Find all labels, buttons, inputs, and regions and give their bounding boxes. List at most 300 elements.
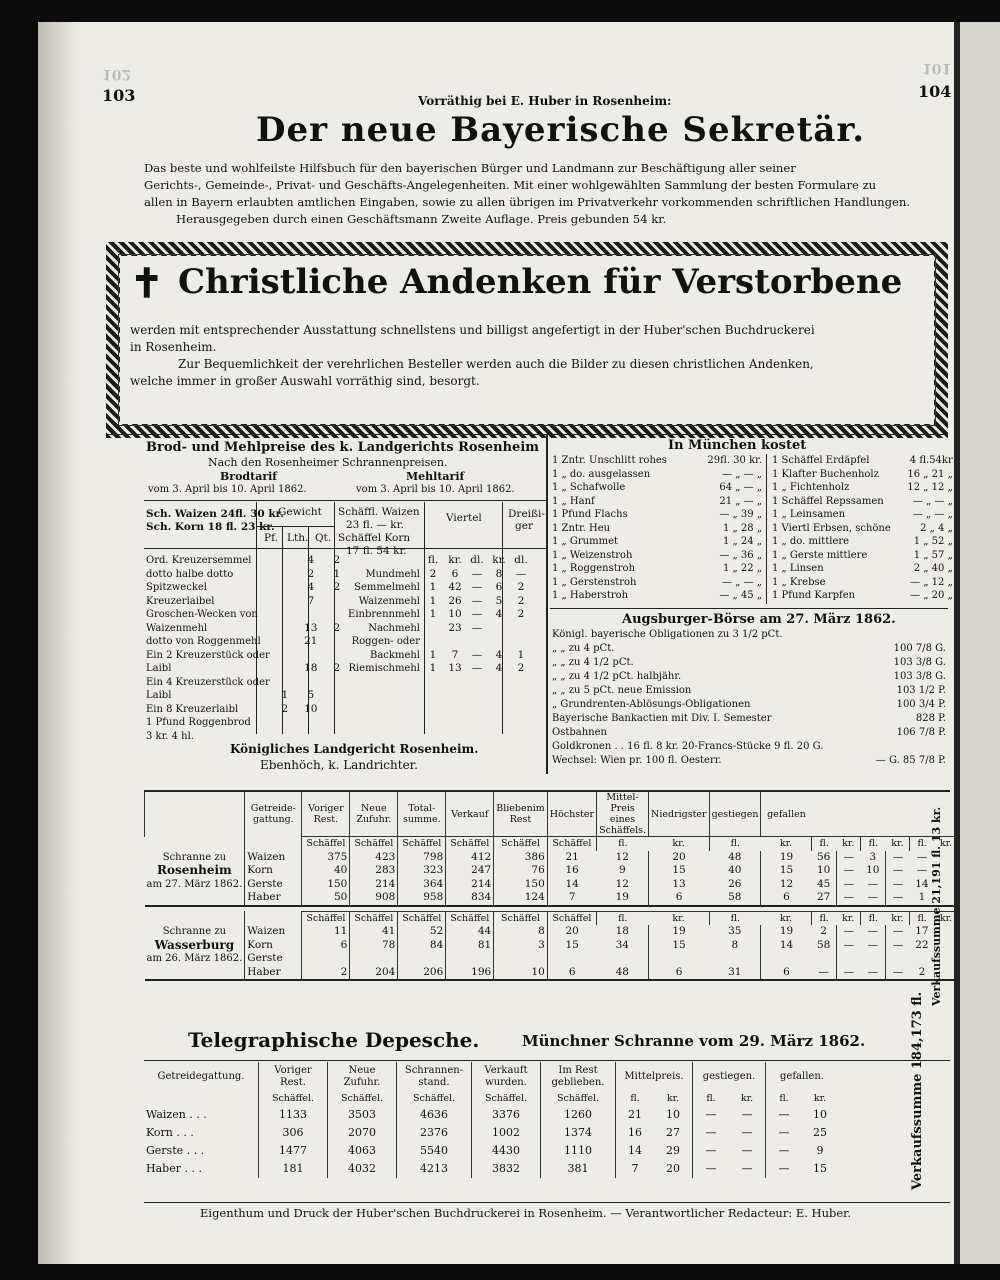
table-cell: Getreidegattung. <box>157 1071 245 1082</box>
table-cell: kr. <box>934 911 958 925</box>
table-cell: — <box>766 1160 803 1178</box>
table-cell: 15 <box>813 1161 827 1175</box>
mehltarif-label: Mehltarif <box>406 470 465 483</box>
mehl-rows <box>338 554 532 676</box>
table-cell: — <box>836 891 860 906</box>
table-cell: 7 <box>451 648 459 661</box>
rule <box>550 608 948 609</box>
table-cell: 3376 <box>472 1106 541 1124</box>
table-cell: 1110 <box>541 1142 616 1160</box>
table-cell: 1002 <box>472 1124 541 1142</box>
table-row <box>550 522 764 536</box>
table-row <box>770 454 955 468</box>
table-row <box>144 730 350 744</box>
newspaper-page <box>38 22 958 1264</box>
table-cell: fl. <box>709 911 761 925</box>
column-divider <box>546 434 548 774</box>
table-cell: Schranne zu <box>162 926 227 937</box>
table-cell: gefallen <box>761 792 812 837</box>
table-cell <box>144 1092 259 1106</box>
bleed-page-number: 102 <box>102 66 132 82</box>
ad-line: Gerichts-, Gemeinde-, Privat- und Geschäfts-Angelegenheiten. Mit einer wohlgewählten Sammlung der besten Formulare zu <box>144 178 877 192</box>
table-cell: 2 „ 40 „ <box>913 563 953 574</box>
table-cell: Bliebenim Rest <box>494 792 548 837</box>
imprint: Eigenthum und Druck der Huber'schen Buchdruckerei in Rosenheim. — Verantwortlicher Redacteur: E. Huber. <box>200 1206 852 1220</box>
table-cell: 81 <box>446 939 494 953</box>
table-cell: Schäffel <box>547 911 596 925</box>
table-cell: — „ — „ <box>722 468 762 480</box>
muenchen-right <box>770 454 955 603</box>
table-cell: „ „ zu 4 pCt. <box>552 643 615 655</box>
table-cell: — <box>693 1160 730 1178</box>
table-cell: — <box>515 567 527 580</box>
table-cell: fl. <box>427 554 439 566</box>
table-cell: am 27. März 1862. <box>146 878 243 890</box>
table-cell: 4430 <box>472 1142 541 1160</box>
table-cell: — <box>836 864 860 878</box>
table-cell: kr. <box>761 911 812 925</box>
table-cell: Schäffel <box>302 911 350 925</box>
table-cell: Schäffel <box>302 837 350 851</box>
page-number-right: 104 <box>918 82 952 101</box>
table-cell: — <box>836 851 860 865</box>
table-cell: 19 <box>761 851 812 865</box>
depesche-title: Telegraphische Depesche. <box>188 1028 480 1052</box>
table-cell: 12 <box>761 878 812 892</box>
table-cell: Schrannen-stand. <box>397 1062 472 1092</box>
ad-line: allen in Bayern erlaubten amtlichen Eingaben, sowie zu allen übrigen im Privatverkehr vorkommenden schriftlichen Handlungen. <box>144 195 911 209</box>
table-cell: Schäffel. <box>328 1092 397 1106</box>
boerse-title: Augsburger-Börse am 27. März 1862. <box>622 612 896 627</box>
table-cell: — <box>741 1143 753 1157</box>
table-cell: 21 <box>547 851 596 865</box>
table-cell: Korn <box>245 864 302 878</box>
depesche-table <box>144 1062 838 1178</box>
table-cell: 834 <box>446 891 494 906</box>
table-cell: Riemischmehl <box>348 663 420 674</box>
table-cell: 6 <box>547 966 596 981</box>
table-row <box>145 939 959 953</box>
table-cell: 6 <box>302 939 350 953</box>
table-cell: 4063 <box>328 1142 397 1160</box>
table-cell: 18 <box>304 662 318 674</box>
table-cell: 4 <box>307 554 315 566</box>
table-cell: Höchster <box>547 792 596 837</box>
table-cell: 7 <box>616 1160 655 1178</box>
table-cell: 10 <box>816 864 831 876</box>
table-cell: — <box>867 877 879 890</box>
table-cell: 10 <box>813 1107 827 1121</box>
table-cell: 306 <box>259 1124 328 1142</box>
rule <box>766 454 767 604</box>
viertel-label: Viertel <box>446 512 482 524</box>
table-row <box>144 1160 838 1178</box>
table-cell: 26 <box>448 594 462 607</box>
table-cell: 103 3/8 G. <box>893 671 946 683</box>
table-cell: — „ — „ <box>722 576 762 588</box>
table-cell: 58 <box>816 938 831 951</box>
table-cell: — <box>766 1124 803 1142</box>
table-cell: 52 <box>398 925 446 939</box>
table-cell: — <box>885 864 909 878</box>
table-cell: — <box>885 851 909 865</box>
table-cell: 2 <box>517 594 525 607</box>
table-cell: Schäffel <box>446 837 494 851</box>
table-cell <box>298 716 324 730</box>
table-row <box>770 535 955 549</box>
table-cell: Gerste <box>245 878 302 892</box>
table-cell: 6 <box>451 567 459 580</box>
table-cell: 8 <box>731 938 739 951</box>
table-cell: 40 <box>728 864 742 876</box>
table-cell: Schäffel. <box>541 1092 616 1106</box>
table-cell: 1 <box>429 608 437 620</box>
table-row <box>144 635 350 649</box>
table-cell: 27 <box>666 1125 680 1139</box>
table-cell: Waizenmehl <box>358 595 420 607</box>
table-cell: 2 <box>429 567 437 580</box>
table-cell <box>510 622 532 636</box>
table-row <box>144 581 350 595</box>
table-cell: 1 <box>429 662 437 674</box>
table-cell: — <box>766 1142 803 1160</box>
table-cell: Schäffel <box>494 911 548 925</box>
table-cell <box>488 635 510 649</box>
verkaufssumme-rosenheim: Verkaufssumme 21,191 fl. 13 kr. <box>930 806 943 1006</box>
table-cell: 34 <box>615 938 629 951</box>
table-cell: — <box>885 939 909 953</box>
table-cell: Roggen- oder <box>351 636 420 647</box>
table-cell <box>510 635 532 649</box>
table-cell: 13 <box>304 621 318 634</box>
table-cell: 1 Zntr. Unschlitt rohes <box>552 455 667 466</box>
table-cell: 4 <box>495 608 503 620</box>
table-cell: 10 <box>448 608 462 620</box>
table-cell: 1 <box>918 891 926 903</box>
table-row <box>145 891 959 906</box>
table-cell: — <box>885 891 909 906</box>
landgericht: Königliches Landgericht Rosenheim. <box>230 742 479 756</box>
table-cell: — „ 39 „ <box>719 509 762 520</box>
ad-line: welche immer in großer Auswahl vorräthig sind, besorgt. <box>130 374 480 388</box>
table-cell: 100 7/8 G. <box>893 643 946 655</box>
table-row <box>338 662 532 676</box>
table-cell: 1 Pfund Karpfen <box>772 590 856 601</box>
table-cell: — „ 36 „ <box>719 549 762 561</box>
ad-line: Zur Bequemlichkeit der verehrlichen Besteller werden auch die Bilder zu diesen christlichen Andenken, <box>178 357 814 371</box>
table-cell: 1 <box>429 648 437 661</box>
table-row <box>145 851 959 865</box>
table-cell <box>324 703 350 717</box>
table-cell: — <box>867 965 879 978</box>
table-cell: 1 <box>429 581 437 593</box>
table-cell <box>874 628 948 642</box>
table-row <box>550 656 948 670</box>
table-cell: 5540 <box>397 1142 472 1160</box>
table-cell: 16 <box>616 1124 655 1142</box>
table-cell: 4 <box>495 648 503 661</box>
table-cell: 19 <box>615 891 629 903</box>
table-row <box>550 698 948 712</box>
table-cell: 9 <box>816 1143 824 1157</box>
brodtarif-label: Brodtarif <box>220 470 278 483</box>
table-cell: — „ 20 „ <box>910 590 953 601</box>
table-row <box>338 581 532 595</box>
adjacent-page-edge <box>958 22 1000 1264</box>
table-cell: Wechsel: Wien pr. 100 fl. Oesterr. <box>552 755 722 767</box>
table-cell: kr. <box>836 837 860 851</box>
table-cell <box>494 952 548 966</box>
table-row <box>550 684 948 698</box>
table-cell: 12 <box>615 850 629 863</box>
table-cell: — <box>741 1161 753 1175</box>
table-cell: 2 <box>333 662 341 674</box>
table-cell <box>298 608 324 622</box>
table-cell <box>398 952 446 966</box>
table-cell: — <box>885 966 909 981</box>
table-cell <box>466 635 488 649</box>
table-cell: 56 <box>816 850 831 863</box>
table-cell: Schäffel <box>350 837 398 851</box>
table-row <box>550 628 948 642</box>
mehl-head-line: Schäffel Korn <box>338 532 411 544</box>
unit-qt: Qt. <box>315 532 332 544</box>
table-cell: 3 <box>869 850 877 863</box>
ad-line: werden mit entsprechender Ausstattung schnellstens und billigst angefertigt in der Huber'schen Buchdruckerei <box>130 323 815 337</box>
table-cell: 10 <box>866 864 880 876</box>
table-row <box>145 925 959 939</box>
table-row <box>550 535 764 549</box>
cross-icon: ✝ <box>130 260 164 307</box>
binding-gutter <box>38 22 82 1264</box>
table-cell: 4213 <box>397 1160 472 1178</box>
table-cell: 19 <box>761 925 812 939</box>
table-cell: „ Grundrenten-Ablösungs-Obligationen <box>552 699 751 711</box>
table-cell <box>422 635 444 649</box>
table-cell: 15 <box>649 864 710 878</box>
table-cell: Haber <box>245 966 302 981</box>
table-cell: 247 <box>446 864 494 878</box>
table-cell: fl. <box>616 1092 655 1106</box>
table-cell: — „ 45 „ <box>719 590 762 601</box>
table-cell <box>145 966 245 981</box>
table-cell: fl. <box>597 837 649 851</box>
table-cell <box>145 980 959 985</box>
table-cell: 2 <box>517 608 525 620</box>
table-cell: 76 <box>494 864 548 878</box>
table-cell: Schäffel. <box>472 1092 541 1106</box>
table-cell: Ein 2 Kreuzerstück oder <box>146 649 270 661</box>
table-cell: 2070 <box>328 1124 397 1142</box>
table-cell: fl. <box>766 1092 803 1106</box>
table-cell: 1 „ Linsen <box>772 563 824 574</box>
table-cell: 1 „ Gerstenstroh <box>552 576 637 588</box>
table-row <box>144 716 350 730</box>
table-cell: Mittel-Preis eines Schäffels. <box>597 792 649 837</box>
table-row <box>144 662 350 676</box>
mehl-table <box>338 554 532 676</box>
table-cell: Schäffel <box>547 837 596 851</box>
rule <box>144 1202 950 1203</box>
rule <box>144 1060 950 1061</box>
table-row <box>550 549 764 563</box>
table-cell: 1 <box>333 567 341 580</box>
table-cell: 1 Viertl Erbsen, schöne <box>772 522 891 534</box>
table-cell: — <box>471 567 483 580</box>
table-cell: 6 <box>761 891 812 906</box>
muenchen-left-rows <box>550 454 764 603</box>
table-cell: — <box>471 648 483 661</box>
bleed-page-number-right: 101 <box>922 60 952 76</box>
table-cell: 14 <box>761 939 812 953</box>
dreissiger-label: Dreißi-ger <box>508 508 545 532</box>
table-cell: 1 „ Krebse <box>772 576 826 588</box>
table-cell: dotto halbe dotto <box>146 568 234 580</box>
table-cell: 84 <box>398 939 446 953</box>
table-cell: 1 „ Haberstroh <box>552 590 629 601</box>
table-cell: Schäffel <box>446 911 494 925</box>
table-cell: Nachmehl <box>368 622 420 634</box>
table-cell: 45 <box>816 877 831 890</box>
table-cell: dotto von Roggenmehl <box>146 636 261 647</box>
table-cell: — <box>836 878 860 892</box>
table-cell: 21 <box>616 1106 655 1124</box>
table-cell: kr. <box>813 1093 827 1104</box>
table-cell: Schäffel. <box>397 1092 472 1106</box>
verkaufssumme-muenchen: Verkaufssumme 184,173 fl. <box>910 991 925 1190</box>
table-cell: 181 <box>259 1160 328 1178</box>
table-cell <box>885 952 909 966</box>
table-cell: 21 <box>304 635 318 647</box>
table-row <box>550 740 948 754</box>
ad-title-sekretaer: Der neue Bayerische Sekretär. <box>256 110 866 150</box>
table-cell: 214 <box>350 878 398 892</box>
table-cell <box>861 952 886 966</box>
table-cell: 2376 <box>397 1124 472 1142</box>
table-cell: Korn <box>245 939 302 953</box>
table-cell: 10 <box>666 1107 680 1121</box>
mehl-period: vom 3. April bis 10. April 1862. <box>356 484 515 495</box>
table-cell: kr. <box>649 837 710 851</box>
table-cell: fl. <box>861 911 886 925</box>
table-cell: 2 „ 4 „ <box>920 522 953 534</box>
table-cell: 4636 <box>397 1106 472 1124</box>
table-cell: — <box>471 621 483 634</box>
table-cell: 5 <box>307 689 315 701</box>
table-cell: Schäffel <box>350 911 398 925</box>
table-cell: 10 <box>304 702 318 715</box>
table-row <box>770 508 955 522</box>
table-row <box>338 649 532 663</box>
table-cell: Verkauf <box>446 792 494 837</box>
table-cell: Ein 4 Kreuzerstück oder <box>146 676 270 688</box>
table-cell: 6 <box>649 966 710 981</box>
table-cell: — <box>766 1106 803 1124</box>
ad-body-andenken <box>130 322 815 390</box>
table-cell: 44 <box>446 925 494 939</box>
table-row <box>770 495 955 509</box>
table-row <box>770 576 955 590</box>
table-cell: 3832 <box>472 1160 541 1178</box>
table-cell: 3 kr. 4 hl. <box>146 730 194 742</box>
table-cell <box>444 635 466 649</box>
table-cell: kr. <box>885 911 909 925</box>
table-cell: 14 <box>616 1142 655 1160</box>
table-cell <box>272 622 298 636</box>
table-cell: „ „ zu 4 1/2 pCt. <box>552 657 634 669</box>
table-cell: am 26. März 1862. <box>146 953 243 964</box>
table-row <box>550 589 764 603</box>
table-cell <box>324 689 350 703</box>
table-cell: gestiegen <box>709 792 761 837</box>
table-cell: Schäffel <box>398 837 446 851</box>
table-cell: Rosenheim <box>157 863 232 877</box>
table-cell: — <box>836 925 860 939</box>
table-cell: — <box>916 864 928 876</box>
table-cell <box>761 952 812 966</box>
table-cell: Bayerische Bankactien mit Div. I. Semester <box>552 713 772 725</box>
ad-body-sekretaer <box>144 160 910 228</box>
table-cell: 26 <box>728 877 742 890</box>
table-cell: fl. <box>812 837 837 851</box>
table-row <box>550 495 764 509</box>
table-row <box>550 468 764 482</box>
brod-subtitle: Nach den Rosenheimer Schrannenpreisen. <box>208 456 448 469</box>
boerse <box>550 628 948 768</box>
table-cell: 206 <box>398 966 446 981</box>
table-cell: Niedrigster <box>649 792 710 837</box>
table-cell: fl. <box>910 837 934 851</box>
table-cell: Schäffel <box>398 911 446 925</box>
table-cell <box>298 676 324 690</box>
table-cell: — <box>867 925 879 937</box>
table-row <box>144 676 350 690</box>
table-cell <box>272 716 298 730</box>
table-cell: 283 <box>350 864 398 878</box>
unit-lth: Lth. <box>287 532 309 544</box>
table-cell: — <box>885 925 909 939</box>
mehl-head <box>338 506 420 558</box>
table-cell: 2 <box>333 581 341 593</box>
table-row <box>338 608 532 622</box>
table-cell: 31 <box>728 965 742 978</box>
table-cell: Total-summe. <box>398 792 446 837</box>
mehl-head-line: 23 fl. — kr. <box>346 519 404 531</box>
table-cell: kr. <box>885 837 909 851</box>
brod-table <box>144 554 350 743</box>
table-cell <box>245 911 302 925</box>
table-row <box>338 554 532 568</box>
table-cell: 1 <box>281 689 289 701</box>
table-row <box>145 837 959 851</box>
table-cell: Königl. bayerische Obligationen zu 3 1/2 pCt. <box>552 629 783 641</box>
table-cell: — <box>471 581 483 593</box>
divider <box>108 434 948 435</box>
table-cell: 375 <box>302 851 350 865</box>
table-cell: 100 3/4 P. <box>896 699 946 711</box>
table-cell: 323 <box>398 864 446 878</box>
table-cell: 2 <box>820 925 827 937</box>
table-cell: 18 <box>615 925 629 937</box>
table-cell: Kreuzerlaibel <box>146 595 215 607</box>
table-cell: 1 „ Hanf <box>552 495 595 507</box>
table-cell <box>709 952 761 966</box>
table-cell: — <box>693 1142 730 1160</box>
table-cell: 150 <box>494 878 548 892</box>
table-row <box>145 878 959 892</box>
table-cell: Korn . . . <box>146 1125 194 1139</box>
table-cell: 1 „ Roggenstroh <box>552 563 636 574</box>
